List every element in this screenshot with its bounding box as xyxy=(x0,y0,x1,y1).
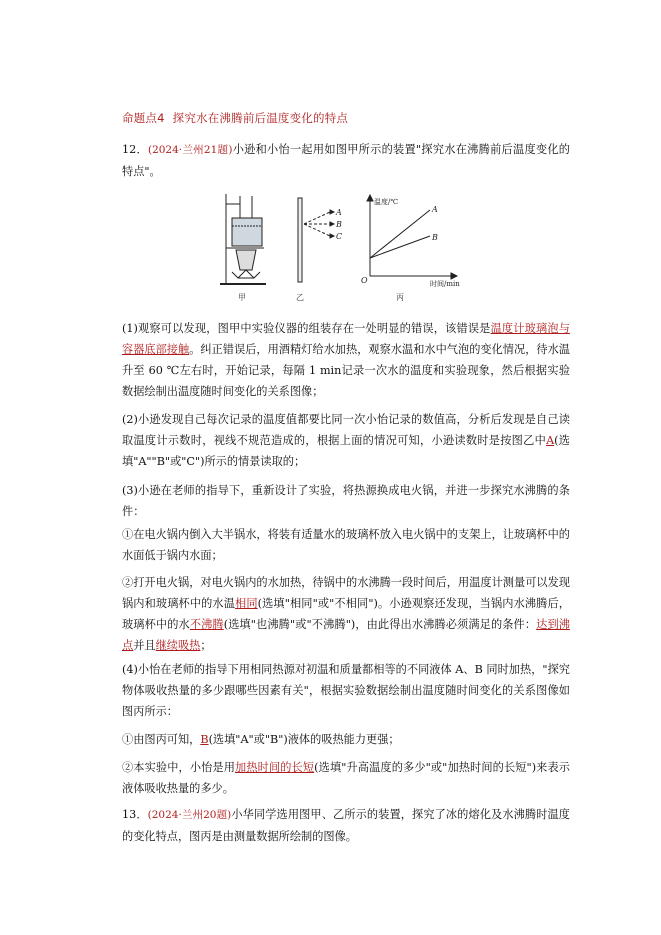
part-1-text-b: 。纠正错误后，用酒精灯给水加热，观察水温和水中气泡的变化情况，待水温升至 60 ℃左右时，开始记录，每隔 1 min记录一次水的温度和实验现象，然后根据实验数据绘制出温度随时间变化的关系图像； xyxy=(122,343,570,398)
part-1 xyxy=(122,318,570,402)
figure-label-yi: 乙 xyxy=(296,293,304,302)
question-number: 12． xyxy=(122,143,148,156)
yi-label-a: A xyxy=(336,208,342,217)
part-4-1-answer: B xyxy=(200,733,209,746)
section-prefix: 命题点4 xyxy=(122,111,165,125)
figure-drawing xyxy=(218,192,478,302)
question-13-stem: 小华同学选用图甲、乙所示的装置，探究了冰的熔化及水沸腾时温度的变化特点，图丙是由测量数据所绘制的图像。 xyxy=(122,808,570,843)
part-4: (4)小怡在老师的指导下用相同热源对初温和质量都相等的不同液体 A、B 同时加热，"探究物体吸收热量的多少跟哪些因素有关"，根据实验数据绘制出温度随时间变化的关系图像如图丙所示： xyxy=(122,663,570,718)
yi-label-c: C xyxy=(336,232,343,241)
part-1-answer: 温度计玻璃泡与容器底部接触 xyxy=(122,322,570,356)
part-3-step-2 xyxy=(122,572,570,656)
part-2-answer: A xyxy=(546,434,555,447)
part-4-1-text-a: ①由图丙可知， xyxy=(122,733,201,746)
part-3-step-1: ①在电火锅内倒入大半锅水，将装有适量水的玻璃杯放入电火锅中的支架上，让玻璃杯中的水面低于锅内水面； xyxy=(122,528,570,562)
question-source: (2024·兰州21题) xyxy=(147,144,233,156)
part-3-2-text-b: (选填"相同"或"不相同")。小逊观察还发现，当锅内水沸腾后，玻璃杯中的水 xyxy=(122,597,570,631)
question-12 xyxy=(122,139,570,182)
section-text: 探究水在沸腾前后温度变化的特点 xyxy=(172,111,349,125)
part-3-2-text-d: 并且 xyxy=(133,639,156,652)
part-4-step-2 xyxy=(122,757,570,799)
line-a-label: A xyxy=(432,205,438,214)
part-2-text-a: (2)小逊发现自己每次记录的温度值都要比同一次小怡记录的数值高，分析后发现是自己读取温度计示数时，视线不规范造成的，根据上面的情况可知，小逊读数时是按图乙中 xyxy=(122,413,570,447)
part-3-2-answer-1: 相同 xyxy=(235,597,258,610)
question-13 xyxy=(122,804,570,847)
part-4-1-text-b: (选填"A"或"B")液体的吸热能力更强； xyxy=(208,733,400,746)
line-b-label: B xyxy=(432,233,438,242)
part-3-2-answer-4: 继续吸热 xyxy=(155,639,201,652)
part-4-2-text-a: ②本实验中，小怡是用 xyxy=(122,761,236,774)
apparatus-jia xyxy=(220,194,266,284)
experiment-figure xyxy=(218,192,478,302)
part-3-2-text-c: (选填"也沸腾"或"不沸腾")，由此得出水沸腾必须满足的条件： xyxy=(223,618,537,631)
question-13-source: (2024·兰州20题) xyxy=(147,809,232,821)
part-3-2-text-e: ； xyxy=(200,639,212,652)
thermometer-yi xyxy=(298,198,334,282)
figure-label-jia: 甲 xyxy=(238,293,246,302)
graph-bing xyxy=(367,195,457,279)
part-1-text-a: (1)观察可以发现，图甲中实验仪器的组装存在一处明显的错误，该错误是 xyxy=(122,322,491,335)
part-3-2-answer-3: 达到沸点 xyxy=(122,618,570,652)
yi-label-b: B xyxy=(336,220,342,229)
part-4-step-1 xyxy=(122,729,570,750)
axis-x-label: 时间/min xyxy=(430,280,460,288)
part-3-2-answer-2: 不沸腾 xyxy=(189,618,224,631)
axis-y-label: 温度/℃ xyxy=(374,198,399,206)
part-3: (3)小逊在老师的指导下，重新设计了实验，将热源换成电火锅，并进一步探究水沸腾的条件： xyxy=(122,484,570,518)
part-4-2-answer: 加热时间的长短 xyxy=(235,761,315,774)
part-2 xyxy=(122,409,570,472)
question-stem: 小逊和小怡一起用如图甲所示的装置"探究水在沸腾前后温度变化的特点"。 xyxy=(122,143,570,178)
origin-label: O xyxy=(361,276,368,285)
part-4-2-text-b: (选填"升高温度的多少"或"加热时间的长短")来表示液体吸收热量的多少。 xyxy=(122,761,570,795)
section-title xyxy=(122,110,356,126)
part-2-text-b: (选填"A""B"或"C")所示的情景读取的； xyxy=(122,434,570,468)
figure-label-bing: 丙 xyxy=(396,293,404,302)
part-3-2-text-a: ②打开电火锅，对电火锅内的水加热，待锅中的水沸腾一段时间后，用温度计测量可以发现锅内和玻璃杯中的水温 xyxy=(122,576,570,610)
question-13-number: 13． xyxy=(122,808,148,821)
